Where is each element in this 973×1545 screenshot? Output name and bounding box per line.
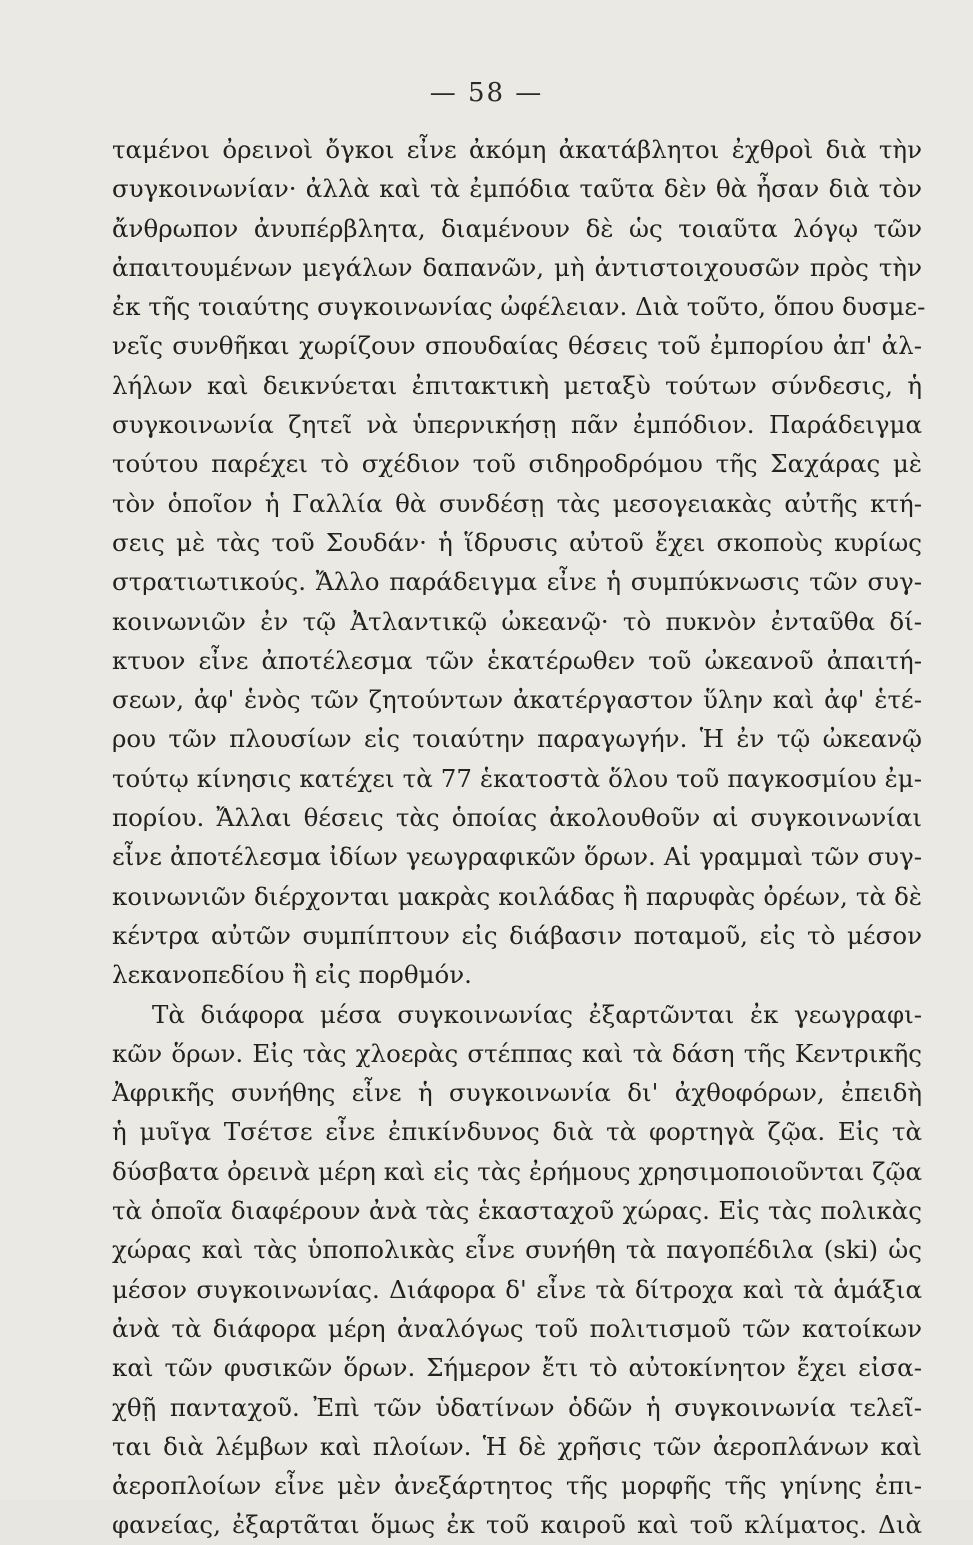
text-line: χθῇ πανταχοῦ. Ἐπὶ τῶν ὑδατίνων ὁδῶν ἡ συγκοινωνία τελεῖ-	[112, 1392, 922, 1422]
text-line: τὸν ὁποῖον ἡ Γαλλία θὰ συνδέσῃ τὰς μεσογειακὰς αὐτῆς κτή-	[112, 488, 922, 518]
text-line: τὰ ὁποῖα διαφέρουν ἀνὰ τὰς ἑκασταχοῦ χώρας. Εἰς τὰς πολικὰς	[112, 1196, 922, 1226]
text-line: λήλων καὶ δεικνύεται ἐπιτακτικὴ μεταξὺ τούτων σύνδεσις, ἡ	[112, 370, 922, 400]
text-line: ἐκ τῆς τοιαύτης συγκοινωνίας ὠφέλειαν. Διὰ τοῦτο, ὅπου δυσμε-	[112, 292, 926, 322]
text-line: πορίου. Ἄλλαι θέσεις τὰς ὁποίας ἀκολουθοῦν αἱ συγκοινωνίαι	[112, 803, 922, 833]
text-line: κοινωνιῶν ἐν τῷ Ἀτλαντικῷ ὠκεανῷ· τὸ πυκνὸν ἐνταῦθα δί-	[112, 606, 922, 636]
text-line: καὶ τῶν φυσικῶν ὅρων. Σήμερον ἔτι τὸ αὐτοκίνητον ἔχει εἰσα-	[112, 1353, 922, 1383]
body-text	[112, 130, 926, 1545]
text-line: ἀνὰ τὰ διάφορα μέρη ἀναλόγως τοῦ πολιτισμοῦ τῶν κατοίκων	[112, 1313, 922, 1343]
text-line: ται διὰ λέμβων καὶ πλοίων. Ἡ δὲ χρῆσις τῶν ἀεροπλάνων καὶ	[112, 1431, 922, 1461]
text-line: τούτου παρέχει τὸ σχέδιον τοῦ σιδηροδρόμου τῆς Σαχάρας μὲ	[112, 449, 922, 479]
text-line: κοινωνιῶν διέρχονται μακρὰς κοιλάδας ἢ παρυφὰς ὀρέων, τὰ δὲ	[112, 881, 922, 911]
text-line: εἶνε ἀποτέλεσμα ἰδίων γεωγραφικῶν ὅρων. Αἱ γραμμαὶ τῶν συγ-	[112, 842, 922, 872]
text-line: ταμένοι ὀρεινοὶ ὄγκοι εἶνε ἀκόμη ἀκατάβλητοι ἐχθροὶ διὰ τὴν	[112, 135, 922, 164]
text-line: ρου τῶν πλουσίων εἰς τοιαύτην παραγωγήν. Ἡ ἐν τῷ ὠκεανῷ	[112, 724, 922, 754]
text-line: ἄνθρωπον ἀνυπέρβλητα, διαμένουν δὲ ὡς τοιαῦτα λόγῳ τῶν	[112, 213, 922, 243]
text-line: κῶν ὅρων. Εἰς τὰς χλοερὰς στέππας καὶ τὰ δάση τῆς Κεντρικῆς	[112, 1038, 922, 1068]
text-line: κέντρα αὐτῶν συμπίπτουν εἰς διάβασιν ποταμοῦ, εἰς τὸ μέσον	[112, 920, 922, 950]
text-line: Τὰ διάφορα μέσα συγκοινωνίας ἐξαρτῶνται ἐκ γεωγραφι-	[152, 999, 922, 1029]
text-line: ἡ μυῖγα Τσέτσε εἶνε ἐπικίνδυνος διὰ τὰ φορτηγὰ ζῷα. Εἰς τὰ	[112, 1117, 922, 1147]
text-line: χώρας καὶ τὰς ὑποπολικὰς εἶνε συνήθη τὰ παγοπέδιλα (ski) ὡς	[112, 1235, 922, 1265]
text-line: μέσον συγκοινωνίας. Διάφορα δ' εἶνε τὰ δίτροχα καὶ τὰ ἁμάξια	[112, 1274, 922, 1304]
text-line: κτυον εἶνε ἀποτέλεσμα τῶν ἑκατέρωθεν τοῦ ὠκεανοῦ ἀπαιτή-	[112, 645, 922, 675]
page-number: — 58 —	[429, 78, 544, 108]
text-line: φανείας, ἐξαρτᾶται ὅμως ἐκ τοῦ καιροῦ καὶ τοῦ κλίματος. Διὰ	[112, 1510, 922, 1540]
text-line: ἀεροπλοίων εἶνε μὲν ἀνεξάρτητος τῆς μορφῆς τῆς γηίνης ἐπι-	[112, 1471, 922, 1501]
text-line: συγκοινωνία ζητεῖ νὰ ὑπερνικήσῃ πᾶν ἐμπόδιον. Παράδειγμα	[112, 410, 922, 440]
text-line: στρατιωτικούς. Ἄλλο παράδειγμα εἶνε ἡ συμπύκνωσις τῶν συγ-	[112, 567, 922, 597]
text-line: τούτῳ κίνησις κατέχει τὰ 77 ἑκατοστὰ ὅλου τοῦ παγκοσμίου ἐμ-	[112, 763, 922, 793]
text-line: ἀπαιτουμένων μεγάλων δαπανῶν, μὴ ἀντιστοιχουσῶν πρὸς τὴν	[112, 252, 922, 282]
text-line: Ἀφρικῆς συνήθης εἶνε ἡ συγκοινωνία δι' ἀχθοφόρων, ἐπειδὴ	[112, 1078, 922, 1108]
text-line: δύσβατα ὀρεινὰ μέρη καὶ εἰς τὰς ἐρήμους χρησιμοποιοῦνται ζῷα	[112, 1156, 922, 1186]
text-line: σεων, ἀφ' ἑνὸς τῶν ζητούντων ἀκατέργαστον ὕλην καὶ ἀφ' ἑτέ-	[112, 685, 922, 715]
text-line: νεῖς συνθῆκαι χωρίζουν σπουδαίας θέσεις τοῦ ἐμπορίου ἀπ' ἀλ-	[112, 331, 922, 361]
text-line: συγκοινωνίαν· ἀλλὰ καὶ τὰ ἐμπόδια ταῦτα δὲν θὰ ἦσαν διὰ τὸν	[112, 174, 922, 204]
text-line: σεις μὲ τὰς τοῦ Σουδάν· ἡ ἵδρυσις αὐτοῦ ἔχει σκοποὺς κυρίως	[112, 527, 922, 557]
text-line: λεκανοπεδίου ἢ εἰς πορθμόν.	[112, 960, 472, 990]
